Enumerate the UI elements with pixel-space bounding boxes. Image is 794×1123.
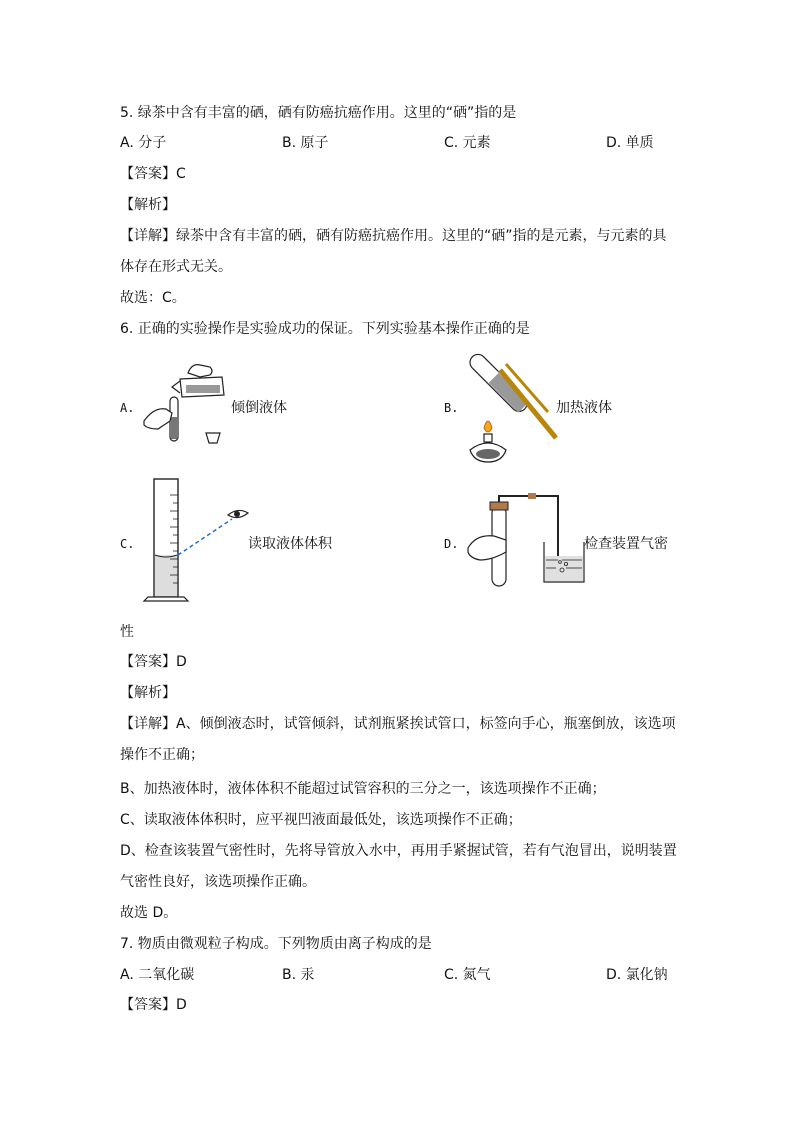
- q5-option-b: B. 原子: [282, 135, 329, 151]
- q6-stem: 6. 正确的实验操作是实验成功的保证。下列实验基本操作正确的是: [120, 321, 530, 337]
- q6-detail-line-5: D、检查该装置气密性时，先将导管放入水中，再用手紧握试管，若有气泡冒出，说明装置: [120, 843, 677, 859]
- figure-c-letter: C.: [120, 537, 135, 551]
- q7-stem: 7. 物质由微观粒子构成。下列物质由离子构成的是: [120, 936, 432, 952]
- figure-b-heating-liquid: [462, 350, 562, 466]
- q6-detail-line-2: 操作不正确；: [120, 747, 204, 763]
- q5-option-c: C. 元素: [444, 135, 491, 151]
- q5-analysis-title: 【解析】: [120, 197, 176, 213]
- q6-analysis-title: 【解析】: [120, 685, 176, 701]
- q6-answer: 【答案】D: [120, 654, 187, 670]
- q5-answer: 【答案】C: [120, 166, 186, 182]
- q5-option-a: A. 分子: [120, 135, 167, 151]
- q5-conclusion: 故选：C。: [120, 290, 186, 306]
- q6-detail-line-4: C、读取液体体积时，应平视凹液面最低处，该选项操作不正确；: [120, 812, 522, 828]
- q7-option-b: B. 汞: [282, 967, 315, 983]
- q7-option-d: D. 氯化钠: [606, 967, 668, 983]
- q6-conclusion: 故选 D。: [120, 905, 178, 921]
- q7-answer: 【答案】D: [120, 997, 187, 1013]
- q5-detail-line-1: 【详解】绿茶中含有丰富的硒，硒有防癌抗癌作用。这里的“硒”指的是元素，与元素的具: [120, 228, 667, 244]
- q7-option-c: C. 氮气: [444, 967, 491, 983]
- figure-d-caption-tail: 性: [120, 624, 134, 640]
- figure-d-caption: 检查装置气密: [584, 536, 668, 552]
- figure-c-graduated-cylinder: [140, 475, 260, 609]
- figure-d-airtightness-check: [462, 490, 592, 590]
- figure-d-letter: D.: [444, 537, 459, 551]
- q6-detail-line-3: B、加热液体时，液体体积不能超过试管容积的三分之一，该选项操作不正确；: [120, 781, 606, 797]
- q5-stem: 5. 绿茶中含有丰富的硒，硒有防癌抗癌作用。这里的“硒”指的是: [120, 105, 517, 121]
- q6-detail-line-1: 【详解】A、倾倒液态时，试管倾斜，试剂瓶紧挨试管口，标签向手心，瓶塞倒放，该选项: [120, 716, 676, 732]
- figure-c-caption: 读取液体体积: [248, 536, 332, 552]
- figure-b-caption: 加热液体: [556, 400, 612, 416]
- q5-detail-line-2: 体存在形式无关。: [120, 259, 232, 275]
- figure-b-letter: B.: [444, 401, 459, 415]
- q5-option-d: D. 单质: [606, 135, 654, 151]
- q6-detail-line-6: 气密性良好，该选项操作正确。: [120, 874, 316, 890]
- q7-option-a: A. 二氧化碳: [120, 967, 195, 983]
- figure-a-letter: A.: [120, 401, 135, 415]
- figure-a-caption: 倾倒液体: [231, 400, 287, 416]
